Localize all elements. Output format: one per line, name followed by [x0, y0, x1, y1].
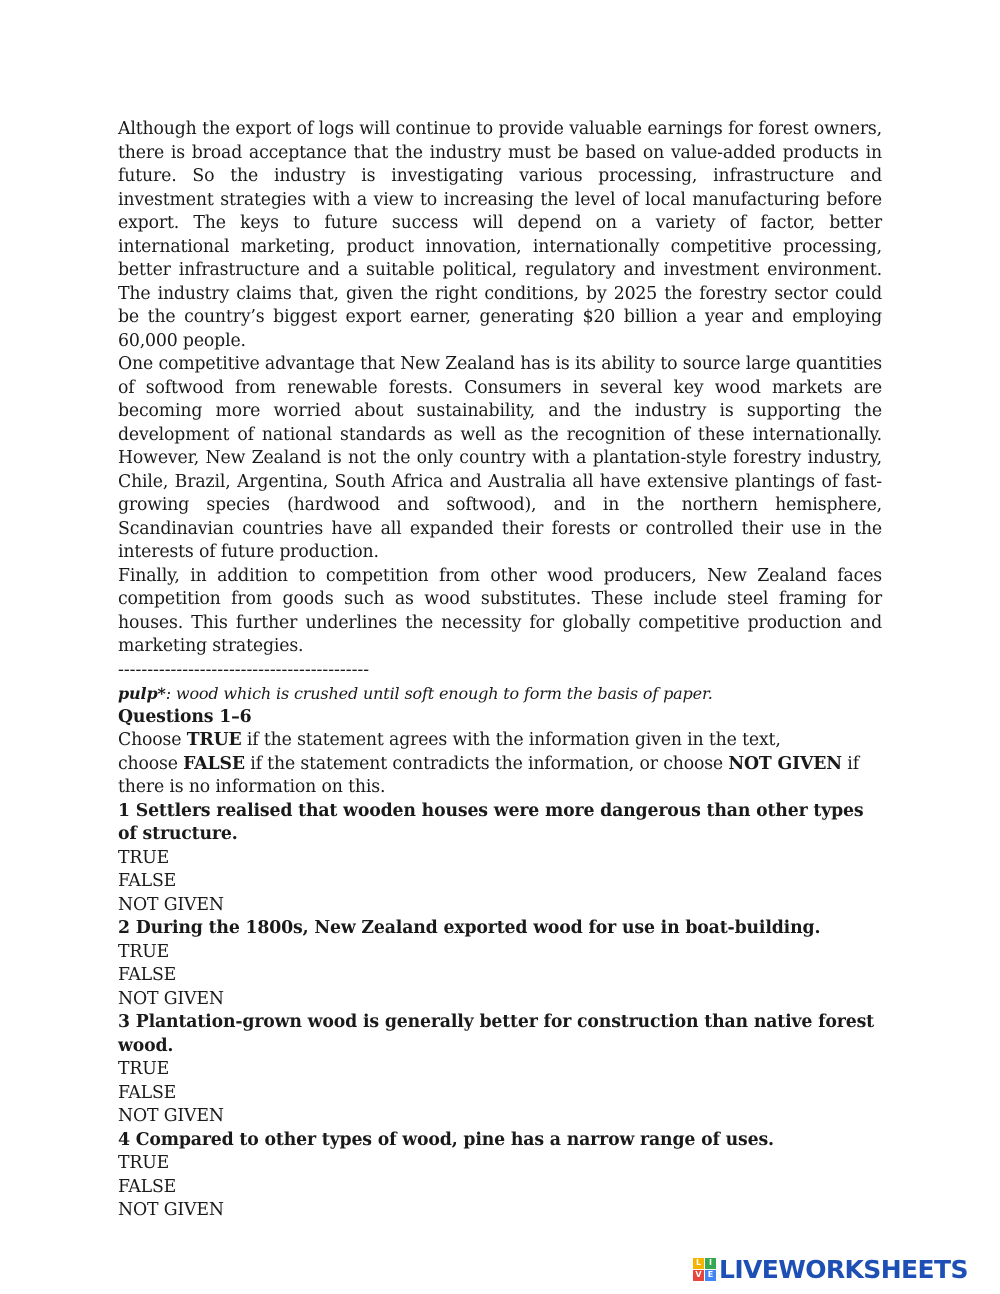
question-4-option-true[interactable]: TRUE	[118, 1153, 170, 1173]
question-2-option-not-given[interactable]: NOT GIVEN	[118, 988, 224, 1009]
question-1-option-not-given[interactable]: NOT GIVEN	[118, 894, 224, 915]
passage-paragraph-1: Although the export of logs will continue to provide valuable earnings for forest owners, there is broad acceptance that the industry must be based on value-added products in future. So the industry is investigating various processing, infrastructure and investment strategies with a view to increasing the level of local manufacturing before export. The keys to future success will depend on a variety of factor, better international marketing, product innovation, internationally competitive processing, better infrastructure and a suitable political, regulatory and investment environment. The industry claims that, given the right conditions, by 2025 the forestry sector could be the country’s biggest export earner, generating $20 billion a year and employing 60,000 people.	[118, 119, 882, 351]
question-1-option-true[interactable]: TRUE	[118, 847, 170, 868]
question-3-text: 3 Plantation-grown wood is generally better for construction than native forest wood.	[118, 1012, 875, 1056]
footnote-definition: : wood which is crushed until soft enough to form the basis of paper.	[165, 684, 713, 703]
footnote-divider: -------------------------------------------	[118, 659, 370, 680]
question-2-text: 2 During the 1800s, New Zealand exported wood for use in boat-building.	[118, 918, 821, 938]
logo-mark-tile: E	[705, 1270, 716, 1281]
worksheet-page	[118, 118, 882, 1223]
liveworksheets-mark-icon	[693, 1258, 716, 1281]
question-4-option-not-given[interactable]: NOT GIVEN	[118, 1200, 224, 1220]
logo-mark-tile: I	[705, 1258, 716, 1269]
passage-paragraph-3: Finally, in addition to competition from other wood producers, New Zealand faces competition from goods such as wood substitutes. These include steel framing for houses. This further underlines the necessity for globally competitive production and marketing strategies.	[118, 565, 882, 656]
liveworksheets-logo	[693, 1253, 968, 1285]
question-block-2	[118, 917, 882, 1011]
instructions-line-2: choose FALSE if the statement contradicts the information, or choose NOT GIVEN if there is no information on this.	[118, 753, 859, 797]
question-block-3	[118, 1011, 882, 1129]
question-block-4	[118, 1129, 882, 1223]
question-1-option-false[interactable]: FALSE	[118, 871, 177, 891]
questions-heading: Questions 1–6	[118, 706, 252, 727]
question-block-1	[118, 800, 882, 918]
logo-mark-tile: L	[693, 1258, 704, 1269]
footnote	[118, 682, 882, 706]
question-3-option-false[interactable]: FALSE	[118, 1082, 177, 1103]
question-3-option-not-given[interactable]: NOT GIVEN	[118, 1106, 224, 1126]
question-4-text: 4 Compared to other types of wood, pine has a narrow range of uses.	[118, 1129, 774, 1150]
question-3-option-true[interactable]: TRUE	[118, 1059, 170, 1079]
footnote-term: pulp*	[118, 684, 166, 703]
passage-paragraph-2: One competitive advantage that New Zealand has is its ability to source large quantities of softwood from renewable forests. Consumers in several key wood markets are becoming more worried about sustainability, and the industry is supporting the development of national standards as well as the recognition of these internationally. However, New Zealand is not the only country with a plantation-style forestry industry, Chile, Brazil, Argentina, South Africa and Australia all have extensive plantings of fast-growing species (hardwood and softwood), and in the northern hemisphere, Scandinavian countries have all expanded their forests or controlled their use in the interests of future production.	[118, 354, 882, 562]
logo-text: LIVEWORKSHEETS	[719, 1254, 968, 1284]
logo-mark-tile: V	[693, 1270, 704, 1281]
instructions-line-1: Choose TRUE if the statement agrees with the information given in the text,	[118, 730, 781, 750]
question-4-option-false[interactable]: FALSE	[118, 1176, 177, 1197]
question-1-text: 1 Settlers realised that wooden houses were more dangerous than other types of structure.	[118, 800, 864, 844]
question-2-option-true[interactable]: TRUE	[118, 941, 170, 962]
question-2-option-false[interactable]: FALSE	[118, 965, 177, 985]
